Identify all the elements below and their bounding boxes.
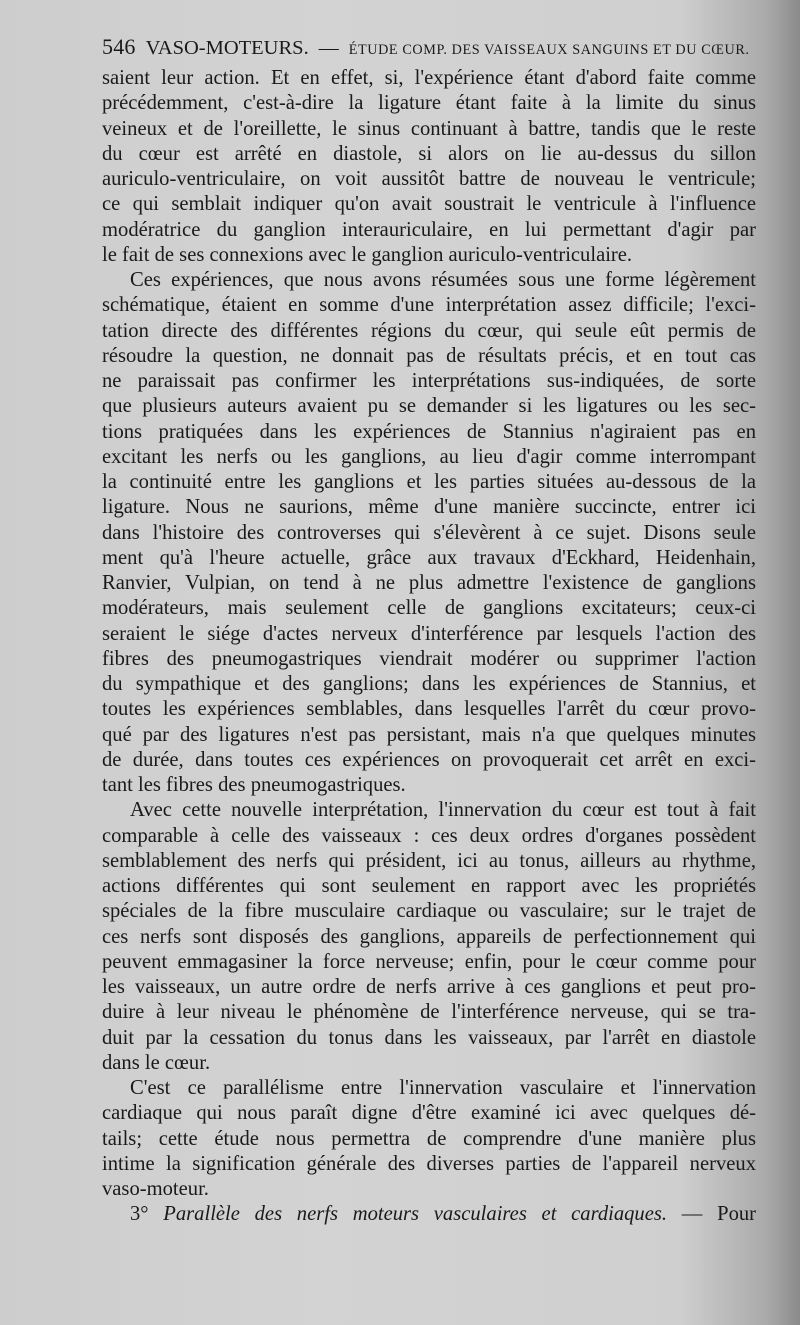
text-line: spéciales de la fibre musculaire cardiaque ou vasculaire; sur le trajet de	[102, 900, 756, 923]
text-line: toutes les expériences semblables, dans lesquelles l'arrêt du cœur provo-	[102, 698, 756, 721]
text-line: veineux et de l'oreillette, le sinus continuant à battre, tandis que le reste	[102, 117, 756, 140]
text-line: dans le cœur.	[102, 1051, 211, 1074]
section-title: Parallèle des nerfs moteurs vasculaires et cardiaques.	[163, 1203, 668, 1226]
text-line: intime la signification générale des diverses parties de l'appareil nerveux	[102, 1152, 756, 1175]
page-number: 546	[102, 34, 136, 59]
paragraph	[102, 798, 756, 1076]
text-line: peuvent emmagasiner la force nerveuse; enfin, pour le cœur comme pour	[102, 950, 756, 973]
text-line: saient leur action. Et en effet, si, l'expérience étant d'abord faite comme	[102, 67, 756, 89]
text-line: schématique, étaient en somme d'une interprétation assez difficile; l'exci-	[102, 294, 756, 317]
text-line: du cœur est arrêté en diastole, si alors on lie au-dessus du sillon	[102, 142, 756, 165]
text-line: C'est ce parallélisme entre l'innervation vasculaire et l'innervation	[130, 1077, 756, 1099]
section-continuation: Pour	[717, 1203, 757, 1226]
running-title: ÉTUDE COMP. DES VAISSEAUX SANGUINS ET DU CŒUR.	[348, 42, 750, 58]
paragraph	[102, 66, 756, 268]
section-dash: —	[681, 1203, 703, 1226]
text-line: dans l'histoire des controverses qui s'élevèrent à ce sujet. Disons seule	[102, 521, 756, 544]
text-line: seraient le siége d'actes nerveux d'interférence par lesquels l'action des	[102, 622, 756, 645]
text-line: fibres des pneumogastriques viendrait modérer ou supprimer l'action	[102, 647, 756, 670]
text-line: cardiaque qui nous paraît digne d'être examiné ici avec quelques dé-	[102, 1102, 756, 1125]
text-line: précédemment, c'est-à-dire la ligature étant faite à la limite du sinus	[102, 92, 756, 115]
text-line: duire à leur niveau le phénomène de l'interférence nerveuse, qui se tra-	[102, 1001, 756, 1024]
text-line: modérateurs, mais seulement celle de ganglions excitateurs; ceux-ci	[102, 597, 756, 620]
text-line: ce qui semblait indiquer qu'on avait soustrait le ventricule à l'influence	[102, 193, 756, 216]
section-line	[102, 1202, 756, 1227]
section-number: 3°	[130, 1203, 149, 1226]
paragraph	[102, 268, 756, 798]
page-header	[102, 34, 752, 58]
text-line: ces nerfs sont disposés des ganglions, appareils de perfectionnement qui	[102, 925, 756, 948]
page-body	[102, 66, 756, 1228]
text-line: Avec cette nouvelle interprétation, l'innervation du cœur est tout à fait	[130, 799, 756, 822]
text-line: la continuité entre les ganglions et les parties situées au-dessous de la	[102, 471, 756, 493]
text-line: ne paraissait pas confirmer les interprétations sus-indiquées, de sorte	[102, 370, 756, 392]
text-line: auriculo-ventriculaire, on voit aussitôt battre de nouveau le ventricule;	[102, 168, 756, 190]
text-line: qué par des ligatures n'est pas persistant, mais n'a que quelques minutes	[102, 723, 756, 746]
text-line: modératrice du ganglion interauriculaire, en lui permettant d'agir par	[102, 218, 756, 241]
chapter-title: VASO-MOTEURS.	[145, 37, 309, 59]
header-separator: —	[318, 37, 339, 59]
text-line: tails; cette étude nous permettra de comprendre d'une manière plus	[102, 1127, 756, 1150]
text-line: le fait de ses connexions avec le ganglion auriculo-ventriculaire.	[102, 243, 633, 266]
text-line: de durée, dans toutes ces expériences on provoquerait cet arrêt en exci-	[102, 748, 756, 771]
text-line: du sympathique et des ganglions; dans les expériences de Stannius, et	[102, 673, 756, 695]
paragraph	[102, 1076, 756, 1202]
text-line: tation directe des différentes régions du cœur, qui seule eût permis de	[102, 319, 756, 342]
text-line: ment qu'à l'heure actuelle, grâce aux travaux d'Eckhard, Heidenhain,	[102, 546, 756, 569]
text-line: résoudre la question, ne donnait pas de résultats précis, et en tout cas	[102, 344, 756, 367]
text-line: comparable à celle des vaisseaux : ces deux ordres d'organes possèdent	[102, 824, 756, 847]
text-line: actions différentes qui sont seulement en rapport avec les propriétés	[102, 875, 756, 897]
text-line: tant les fibres des pneumogastriques.	[102, 774, 406, 796]
text-line: les vaisseaux, un autre ordre de nerfs arrive à ces ganglions et peut pro-	[102, 976, 756, 998]
text-line: ligature. Nous ne saurions, même d'une manière succincte, entrer ici	[102, 496, 756, 519]
text-line: excitant les nerfs ou les ganglions, au lieu d'agir comme interrompant	[102, 445, 756, 468]
text-line: vaso-moteur.	[102, 1178, 209, 1200]
text-line: semblablement des nerfs qui président, ici au tonus, ailleurs au rhythme,	[102, 849, 756, 872]
text-line: Ranvier, Vulpian, on tend à ne plus admettre l'existence de ganglions	[102, 572, 756, 594]
text-line: duit par la cessation du tonus dans les vaisseaux, par l'arrêt en diastole	[102, 1026, 756, 1049]
text-line: que plusieurs auteurs avaient pu se demander si les ligatures ou les sec-	[102, 395, 756, 418]
section-heading	[102, 1202, 756, 1227]
text-line: tions pratiquées dans les expériences de Stannius n'agiraient pas en	[102, 420, 756, 443]
text-line: Ces expériences, que nous avons résumées sous une forme légèrement	[130, 269, 756, 291]
